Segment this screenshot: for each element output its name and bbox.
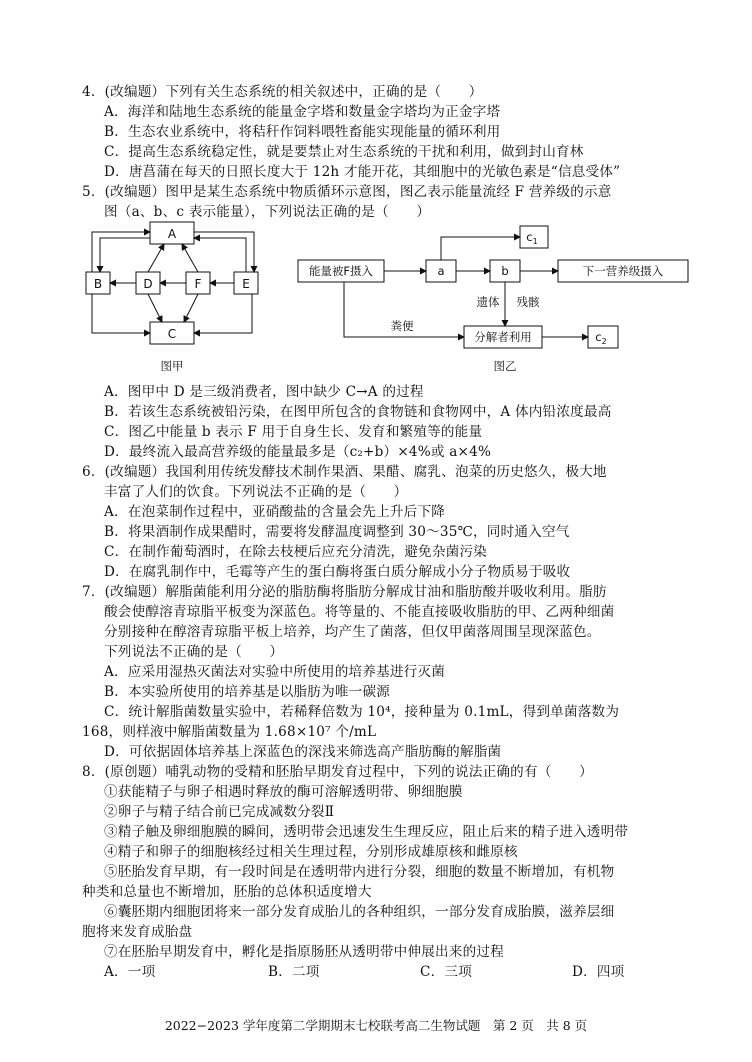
label-c1: $c_1$ bbox=[526, 230, 538, 246]
q5-option-d: D．最终流入最高营养级的能量最多是（c₂+b）×4%或 a×4% bbox=[104, 444, 492, 460]
q8-item-5-line2: 种类和总量也不断增加，胚胎的总体积适度增大 bbox=[82, 884, 372, 900]
label-a: a bbox=[437, 264, 445, 278]
q8-item-7: ⑦在胚胎早期发育中，孵化是指原肠胚从透明带中伸展出来的过程 bbox=[104, 944, 505, 960]
label-next-level: 下一营养级摄入 bbox=[582, 264, 664, 278]
q4-stem: 4．(改编题）下列有关生态系统的相关叙述中，正确的是（ ） bbox=[82, 84, 483, 100]
q5-stem-line1: 5．(改编题）图甲是某生态系统中物质循环示意图，图乙表示能量流经 F 营养级的示意 bbox=[82, 184, 612, 200]
q4-option-b: B．生态农业系统中，将秸秆作饲料喂牲畜能实现能量的循环利用 bbox=[104, 124, 501, 140]
label-b: b bbox=[501, 264, 509, 278]
q6-stem-line1: 6．(改编题）我国利用传统发酵技术制作果酒、果醋、腐乳、泡菜的历史悠久，极大地 bbox=[82, 464, 607, 480]
q8-item-1: ①获能精子与卵子相遇时释放的酶可溶解透明带、卵细胞膜 bbox=[104, 784, 463, 800]
label-c2: $c_2$ bbox=[595, 330, 607, 346]
node-c: C bbox=[167, 327, 177, 341]
q8-stem: 8．(原创题）哺乳动物的受精和胚胎早期发育过程中，下列的说法正确的有（ ） bbox=[82, 764, 593, 780]
node-f: F bbox=[194, 277, 202, 291]
label-debris: 残骸 bbox=[516, 295, 540, 309]
q7-option-a: A．应采用湿热灭菌法对实验中所使用的培养基进行灭菌 bbox=[104, 664, 446, 680]
q6-option-d: D．在腐乳制作中，毛霉等产生的蛋白酶将蛋白质分解成小分子物质易于吸收 bbox=[104, 564, 571, 580]
q7-option-c-line2: 168，则样液中解脂菌数量为 1.68×10⁷ 个/mL bbox=[82, 724, 377, 740]
q5-stem-line2: 图（a、b、c 表示能量），下列说法正确的是（ ） bbox=[104, 204, 431, 220]
q4-option-c: C．提高生态系统稳定性，就是要禁止对生态系统的干扰和利用，做到封山育林 bbox=[104, 144, 584, 160]
q8-choice-d: D．四项 bbox=[572, 964, 625, 980]
diagram-yi bbox=[292, 220, 712, 380]
label-feces: 粪便 bbox=[390, 319, 414, 333]
q6-option-a: A．在泡菜制作过程中，亚硝酸盐的含量会先上升后下降 bbox=[104, 504, 446, 520]
q7-stem-line1: 7．(改编题）解脂菌能利用分泌的脂肪酶将脂肪分解成甘油和脂肪酸并吸收利用。脂肪 bbox=[82, 584, 607, 600]
caption-yi: 图乙 bbox=[493, 359, 517, 373]
q8-item-3: ③精子触及卵细胞膜的瞬间，透明带会迅速发生生理反应，阻止后来的精子进入透明带 bbox=[104, 824, 629, 840]
q5-option-c: C．图乙中能量 b 表示 F 用于自身生长、发育和繁殖等的能量 bbox=[104, 424, 483, 440]
q8-choice-c: C．三项 bbox=[420, 964, 472, 980]
label-remains: 遗体 bbox=[476, 295, 500, 309]
q7-option-b: B．本实验所使用的培养基是以脂肪为唯一碳源 bbox=[104, 684, 391, 700]
q4-option-a: A．海洋和陆地生态系统的能量金字塔和数量金字塔均为正金字塔 bbox=[104, 104, 501, 120]
q7-stem-line3: 分别接种在醇溶青琼脂平板上培养，均产生了菌落，但仅甲菌落周围呈现深蓝色。 bbox=[104, 624, 601, 640]
q5-option-a: A．图甲中 D 是三级消费者，图中缺少 C→A 的过程 bbox=[104, 384, 424, 400]
q5-option-b: B．若该生态系统被铅污染，在图甲所包含的食物链和食物网中，A 体内铅浓度最高 bbox=[104, 404, 612, 420]
q7-stem-line4: 下列说法不正确的是（ ） bbox=[104, 644, 284, 660]
label-intake: 能量被F摄入 bbox=[308, 264, 374, 278]
q8-item-4: ④精子和卵子的细胞核经过相关生理过程，分别形成雄原核和雌原核 bbox=[104, 844, 518, 860]
q7-option-c-line1: C．统计解脂菌数量实验中，若稀释倍数为 10⁴，接种量为 0.1mL，得到单菌落数为 bbox=[104, 704, 620, 720]
q8-choice-b: B．二项 bbox=[268, 964, 320, 980]
q7-option-d: D．可依据固体培养基上深蓝色的深浅来筛选高产脂肪酶的解脂菌 bbox=[104, 744, 502, 760]
q6-stem-line2: 丰富了人们的饮食。下列说法不正确的是（ ） bbox=[104, 484, 408, 500]
q8-item-2: ②卵子与精子结合前已完成减数分裂Ⅱ bbox=[104, 804, 335, 820]
q7-stem-line2: 酸会使醇溶青琼脂平板变为深蓝色。将等量的、不能直接吸收脂肪的甲、乙两种细菌 bbox=[104, 604, 615, 620]
q6-option-b: B．将果酒制作成果醋时，需要将发酵温度调整到 30～35℃，同时通入空气 bbox=[104, 524, 570, 540]
q8-item-6-line1: ⑥囊胚期内细胞团将来一部分发育成胎儿的各种组织，一部分发育成胎膜，滋养层细 bbox=[104, 904, 615, 920]
node-b: B bbox=[93, 277, 103, 291]
q4-option-d: D．唐菖蒲在每天的日照长度大于 12h 才能开花，其细胞中的光敏色素是“信息受体” bbox=[104, 164, 621, 180]
page-footer: 2022−2023 学年度第二学期期末七校联考高二生物试题 第 2 页 共 8 页 bbox=[164, 1018, 588, 1033]
q8-choice-a: A．一项 bbox=[104, 964, 156, 980]
caption-jia: 图甲 bbox=[160, 359, 184, 373]
q6-option-c: C．在制作葡萄酒时，在除去枝梗后应充分清洗，避免杂菌污染 bbox=[104, 544, 488, 560]
q8-item-5-line1: ⑤胚胎发育早期，有一段时间是在透明带内进行分裂，细胞的数量不断增加，有机物 bbox=[104, 864, 615, 880]
label-decomposer: 分解者利用 bbox=[474, 330, 532, 344]
node-d: D bbox=[143, 277, 153, 291]
q8-item-6-line2: 胞将来发育成胎盘 bbox=[82, 924, 193, 940]
node-a: A bbox=[167, 227, 177, 241]
diagram-jia bbox=[80, 220, 270, 380]
node-e: E bbox=[242, 277, 250, 291]
